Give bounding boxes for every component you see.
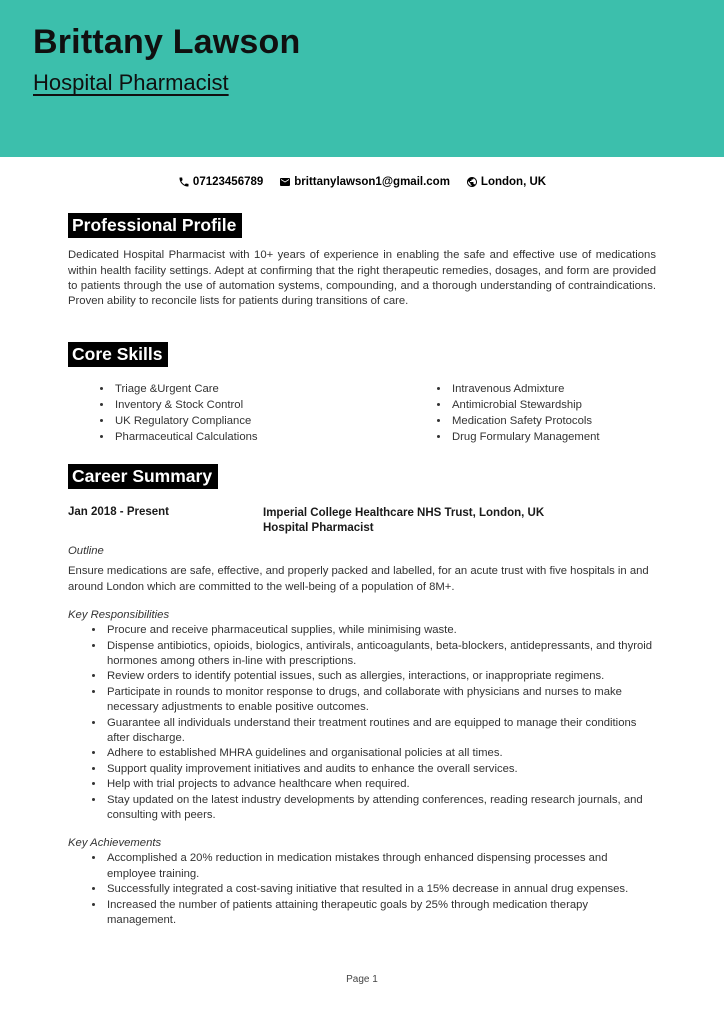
core-skills-columns	[68, 381, 656, 445]
list-item: • Guarantee all individuals understand their treatment routines and are equipped to manage their conditions after discharge.	[105, 716, 656, 747]
contact-email-value: brittanylawson1@gmail.com	[294, 176, 450, 188]
responsibilities-label: Key Responsibilities	[68, 609, 170, 622]
list-item: • Accomplished a 20% reduction in medication mistakes through enhanced dispensing processes and employee training.	[105, 851, 656, 882]
list-item: • Antimicrobial Stewardship	[450, 397, 600, 413]
core-skills-left-list	[68, 381, 405, 445]
responsibilities-list	[68, 623, 656, 823]
job-employer-block	[263, 506, 544, 536]
contact-row	[0, 176, 724, 188]
list-item: • Intravenous Admixture	[450, 381, 600, 397]
list-item: • Support quality improvement initiatives and audits to enhance the overall services.	[105, 762, 656, 777]
list-item: • UK Regulatory Compliance	[113, 413, 405, 429]
achievements-list	[68, 851, 656, 928]
list-item: • Participate in rounds to monitor response to drugs, and collaborate with physicians and nurses to make necessary adjustments to enable positive outcomes.	[105, 685, 656, 716]
contact-phone	[178, 176, 263, 188]
outline-text: Ensure medications are safe, effective, and properly packed and labelled, for an acute trust with five hospitals in and around London which are committed to the well-being of a population of 8M+.	[68, 565, 649, 593]
list-item: • Drug Formulary Management	[450, 429, 600, 445]
content-area	[68, 188, 656, 928]
list-item: • Review orders to identify potential issues, such as allergies, interactions, or inappropriate regimens.	[105, 669, 656, 684]
list-item: • Procure and receive pharmaceutical supplies, while minimising waste.	[105, 623, 656, 638]
job-header-row	[68, 506, 656, 536]
list-item: • Medication Safety Protocols	[450, 413, 600, 429]
list-item: • Increased the number of patients attaining therapeutic goals by 25% through medication therapy management.	[105, 898, 656, 929]
list-item: • Triage &Urgent Care	[113, 381, 405, 397]
list-item: • Pharmaceutical Calculations	[113, 429, 405, 445]
list-item: • Successfully integrated a cost-saving initiative that resulted in a 15% decrease in annual drug expenses.	[105, 882, 656, 897]
envelope-icon	[279, 176, 291, 188]
list-item: • Adhere to established MHRA guidelines and organisational policies at all times.	[105, 746, 656, 761]
list-item: • Dispense antibiotics, opioids, biologics, antivirals, anticoagulants, beta-blockers, antidepressants, and thyroid hormones among others in-line with prescriptions.	[105, 639, 656, 670]
professional-profile-text: Dedicated Hospital Pharmacist with 10+ years of experience in enabling the safe and effective use of medications within health facility settings. Adept at confirming that the right therapeutic remedies, dosages, and form are provided to patients through the use of automation systems, compounding, and a thorough understanding of contraindications. Proven ability to reconcile lists for patients during transitions of care.	[68, 249, 656, 308]
section-heading-career-summary: Career Summary	[68, 464, 218, 489]
job-dates: Jan 2018 - Present	[68, 506, 170, 519]
core-skills-right-list	[405, 381, 600, 445]
section-heading-core-skills: Core Skills	[68, 342, 168, 367]
list-item: • Stay updated on the latest industry developments by attending conferences, reading research journals, and consulting with peers.	[105, 793, 656, 824]
candidate-name: Brittany Lawson	[33, 23, 301, 61]
phone-icon	[178, 176, 190, 188]
contact-phone-value: 07123456789	[192, 176, 264, 188]
contact-email	[279, 176, 450, 188]
list-item: • Inventory & Stock Control	[113, 397, 405, 413]
outline-label: Outline	[68, 545, 104, 558]
page-number: Page 1	[346, 974, 378, 985]
list-item: • Help with trial projects to advance healthcare when required.	[105, 777, 656, 792]
globe-icon	[466, 176, 478, 188]
contact-location-value: London, UK	[480, 176, 547, 188]
job-role: Hospital Pharmacist	[263, 522, 374, 535]
job-employer: Imperial College Healthcare NHS Trust, London, UK	[263, 507, 545, 520]
achievements-label: Key Achievements	[68, 837, 162, 850]
section-heading-professional-profile: Professional Profile	[68, 213, 242, 238]
header-band	[0, 0, 724, 157]
contact-location	[466, 176, 546, 188]
candidate-title: Hospital Pharmacist	[33, 70, 229, 96]
